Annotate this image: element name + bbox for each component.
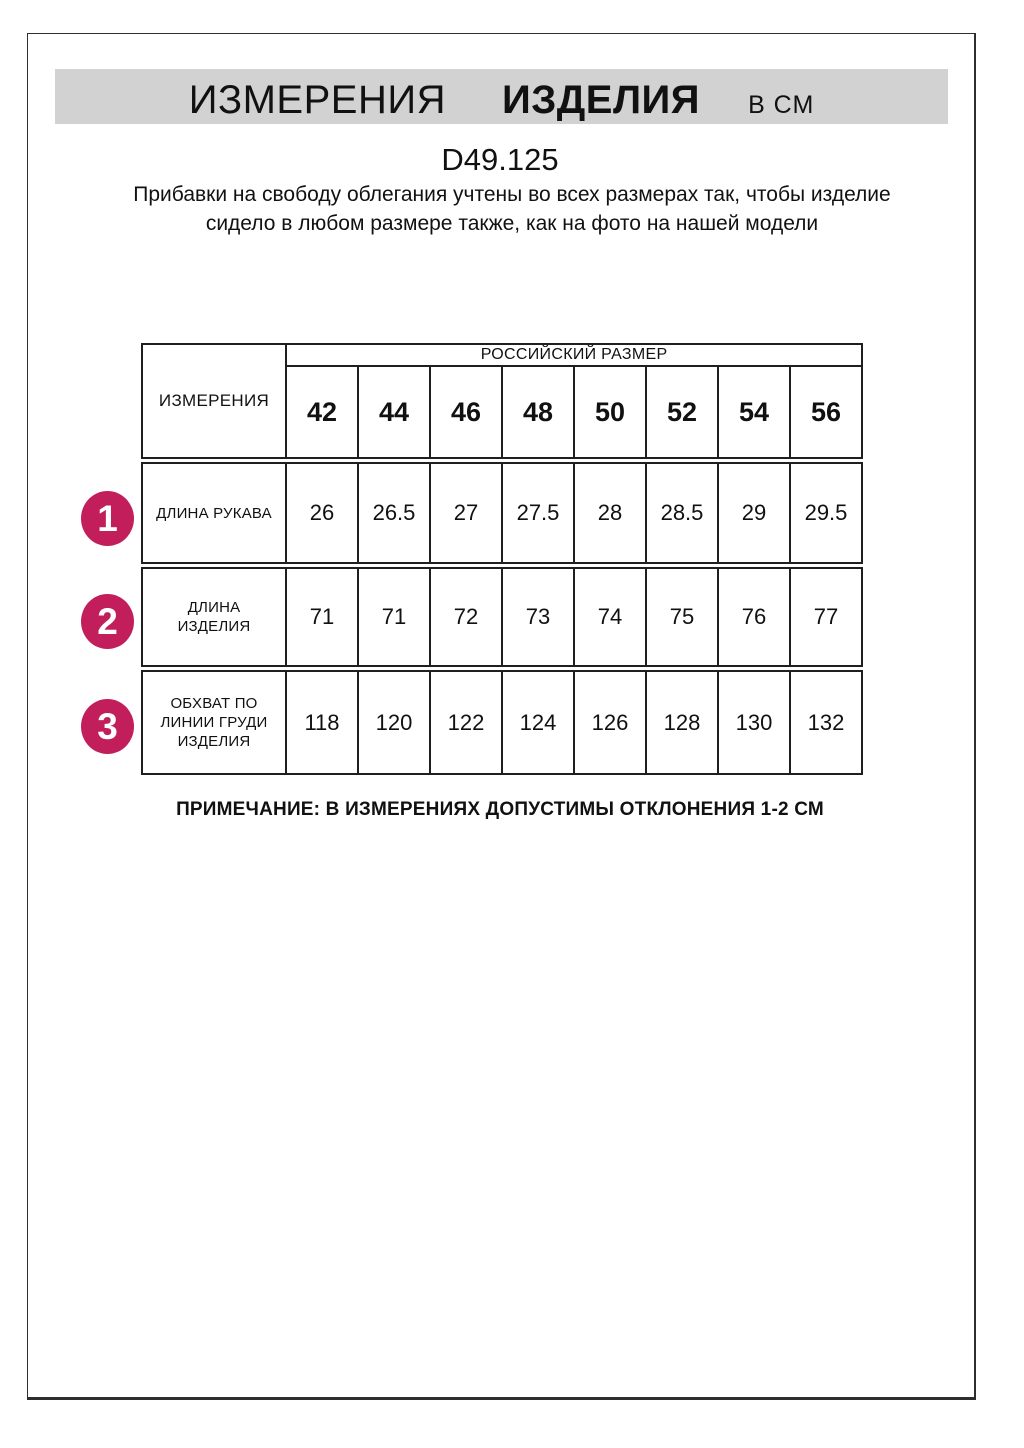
size-header-54: 54 [718, 366, 790, 458]
row-label-sleeve-length: ДЛИНА РУКАВА [142, 463, 286, 563]
table-row-sleeve-length [141, 462, 863, 564]
cell-value: 130 [718, 671, 790, 774]
page-title-product: ИЗДЕЛИЯ [502, 78, 701, 122]
cell-value: 74 [574, 568, 646, 666]
size-header-46: 46 [430, 366, 502, 458]
cell-value: 128 [646, 671, 718, 774]
cell-value: 27 [430, 463, 502, 563]
row-marker-2: 2 [81, 594, 134, 649]
cell-value: 71 [358, 568, 430, 666]
fit-description: Прибавки на свободу облегания учтены во всех размерах так, чтобы изделие сидело в любом размере также, как на фото на нашей модели [133, 183, 891, 235]
cell-value: 122 [430, 671, 502, 774]
size-header-56: 56 [790, 366, 862, 458]
row-marker-3: 3 [81, 699, 134, 754]
cell-value: 77 [790, 568, 862, 666]
size-header-52: 52 [646, 366, 718, 458]
article-code: D49.125 [441, 142, 559, 177]
cell-value: 124 [502, 671, 574, 774]
cell-value: 29.5 [790, 463, 862, 563]
cell-value: 132 [790, 671, 862, 774]
size-header-48: 48 [502, 366, 574, 458]
size-header-44: 44 [358, 366, 430, 458]
cell-value: 120 [358, 671, 430, 774]
cell-value: 76 [718, 568, 790, 666]
size-header-42: 42 [286, 366, 358, 458]
tolerance-note: ПРИМЕЧАНИЕ: В ИЗМЕРЕНИЯХ ДОПУСТИМЫ ОТКЛОНЕНИЯ 1-2 СМ [176, 799, 824, 820]
cell-value: 26.5 [358, 463, 430, 563]
page-title-unit: В СМ [748, 91, 815, 119]
title-band [55, 69, 948, 124]
cell-value: 71 [286, 568, 358, 666]
size-group-header: РОССИЙСКИЙ РАЗМЕР [286, 344, 862, 366]
cell-value: 126 [574, 671, 646, 774]
size-table-header [141, 343, 863, 459]
size-table [141, 343, 863, 775]
row-label-chest-girth: ОБХВАТ ПО ЛИНИИ ГРУДИ ИЗДЕЛИЯ [142, 671, 286, 774]
cell-value: 75 [646, 568, 718, 666]
cell-value: 72 [430, 568, 502, 666]
cell-value: 26 [286, 463, 358, 563]
cell-value: 27.5 [502, 463, 574, 563]
measurements-column-header: ИЗМЕРЕНИЯ [142, 344, 286, 458]
row-marker-1: 1 [81, 491, 134, 546]
page-title-measurements: ИЗМЕРЕНИЯ [188, 78, 446, 122]
cell-value: 29 [718, 463, 790, 563]
cell-value: 118 [286, 671, 358, 774]
cell-value: 73 [502, 568, 574, 666]
table-row-chest-girth [141, 670, 863, 775]
row-label-product-length: ДЛИНА ИЗДЕЛИЯ [142, 568, 286, 666]
size-header-50: 50 [574, 366, 646, 458]
table-row-product-length [141, 567, 863, 667]
cell-value: 28 [574, 463, 646, 563]
cell-value: 28.5 [646, 463, 718, 563]
